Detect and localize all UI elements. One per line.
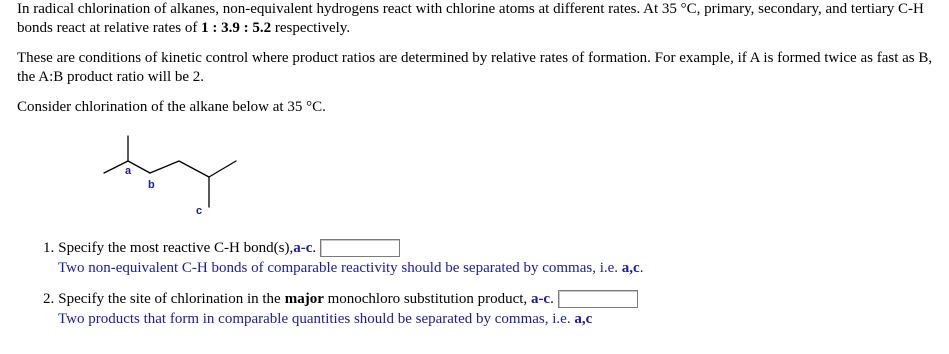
question-text-mid: monochloro substitution product,: [323, 290, 531, 307]
question-text-end: .: [312, 239, 317, 256]
answer-input-2[interactable]: [558, 290, 638, 308]
hint-text: Two products that form in comparable quantities should be separated by commas, i.e.: [58, 311, 575, 327]
question-2: [43, 289, 923, 329]
question-number: 2.: [43, 290, 55, 307]
answer-choices: a-c: [293, 239, 313, 256]
question-text: Specify the most reactive C-H bond(s),: [58, 239, 294, 256]
hint-example: a,c: [621, 260, 640, 276]
atom-label-b: b: [148, 179, 155, 191]
question-text-end: .: [550, 290, 554, 307]
intro-text: In radical chlorination of alkanes, non-equivalent hydrogens react with chlorine atoms at different rates. At 35 °C, primary, secondary, and tertiary C-H bonds react at relative rates of: [17, 1, 924, 36]
alkane-structure-diagram: [90, 128, 270, 223]
atom-label-c: c: [196, 205, 203, 217]
bond: [150, 161, 179, 173]
question-2-hint: [58, 309, 923, 329]
bond: [128, 161, 150, 173]
intro-paragraph-2: These are conditions of kinetic control where product ratios are determined by relative rates of formation. For example, if A is formed twice as fast as B, the A:B product ratio will be 2.: [17, 50, 933, 85]
question-number: 1.: [43, 239, 55, 256]
question-1: [43, 238, 923, 278]
bond: [179, 161, 209, 177]
answer-choices: a-c: [530, 290, 551, 307]
intro-text-end: respectively.: [271, 20, 351, 36]
question-1-hint: [58, 258, 923, 278]
answer-input-1[interactable]: [320, 239, 400, 257]
hint-text: Two non-equivalent C-H bonds of comparable reactivity should be separated by commas, i.e.: [58, 260, 622, 276]
intro-paragraph-1: [17, 0, 937, 38]
emphasis-major: major: [284, 290, 324, 307]
atom-label-a: a: [125, 165, 132, 177]
relative-rates-ratio: 1 : 3.9 : 5.2: [201, 20, 272, 36]
bond: [209, 161, 236, 177]
hint-example: a,c: [574, 311, 593, 327]
question-1-prompt: [43, 238, 923, 258]
question-text: Specify the site of chlorination in the: [58, 290, 281, 307]
intro-paragraph-3: Consider chlorination of the alkane below at 35 °C.: [17, 99, 326, 115]
hint-end: .: [639, 260, 644, 276]
question-2-prompt: [43, 289, 923, 309]
